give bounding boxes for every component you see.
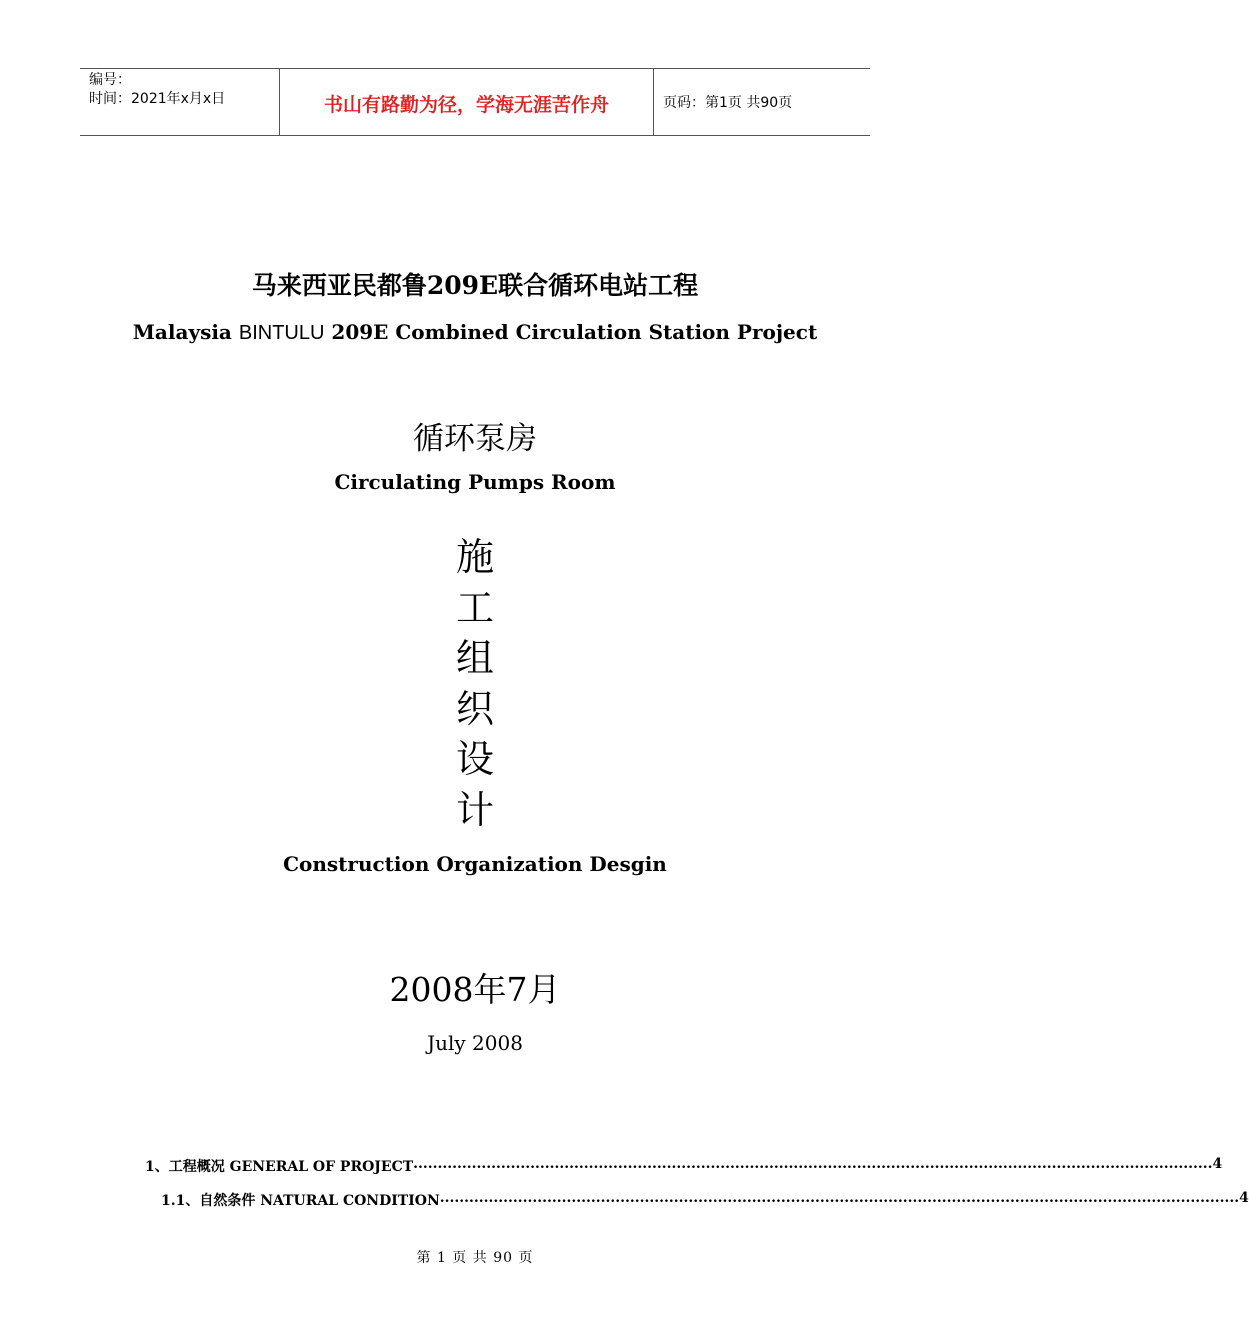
design-char: 设 (455, 737, 494, 781)
design-char: 施 (455, 535, 494, 579)
toc-label: 1.1、自然条件 NATURAL CONDITION (161, 1193, 440, 1209)
toc-page: 4 (1239, 1190, 1249, 1206)
toc-leader: .................................................................................................................................................................... (439, 1190, 1240, 1206)
document-header (80, 68, 870, 136)
design-title-vertical (445, 532, 505, 835)
page-footer: 第 1 页 共 90 页 (416, 1250, 534, 1266)
toc-entry[interactable] (145, 1156, 1223, 1176)
design-char: 组 (455, 636, 494, 680)
number-label: 编号： (89, 72, 131, 88)
project-title-en (0, 320, 950, 345)
page-info: 页码：第1页 共90页 (663, 95, 793, 111)
toc-leader: .................................................................................................................................................................... (413, 1156, 1213, 1172)
room-title-cn: 循环泵房 (413, 421, 537, 457)
project-title-cn: 马来西亚民都鲁209E联合循环电站工程 (251, 271, 699, 300)
toc-page: 4 (1212, 1156, 1223, 1172)
design-char: 织 (455, 686, 494, 731)
design-char: 工 (455, 585, 494, 630)
toc-entry[interactable] (161, 1190, 1249, 1210)
date-cn: 2008年7月 (389, 970, 561, 1009)
date-en: July 2008 (427, 1031, 523, 1055)
project-title-en-part3: 209E Combined Circulation Station Project (324, 320, 818, 344)
toc-label: 1、工程概况 GENERAL OF PROJECT (145, 1159, 414, 1175)
design-title-en: Construction Organization Desgin (283, 852, 667, 876)
header-info-cell (80, 69, 280, 135)
project-title-en-part2: BINTULU (238, 322, 325, 344)
time-label: 时间：2021年x月x日 (89, 91, 226, 107)
room-title-en: Circulating Pumps Room (334, 470, 616, 494)
project-title-en-part1: Malaysia (132, 320, 239, 344)
motto-text: 书山有路勤为径，学海无涯苦作舟 (280, 69, 654, 135)
design-char: 计 (455, 787, 494, 832)
